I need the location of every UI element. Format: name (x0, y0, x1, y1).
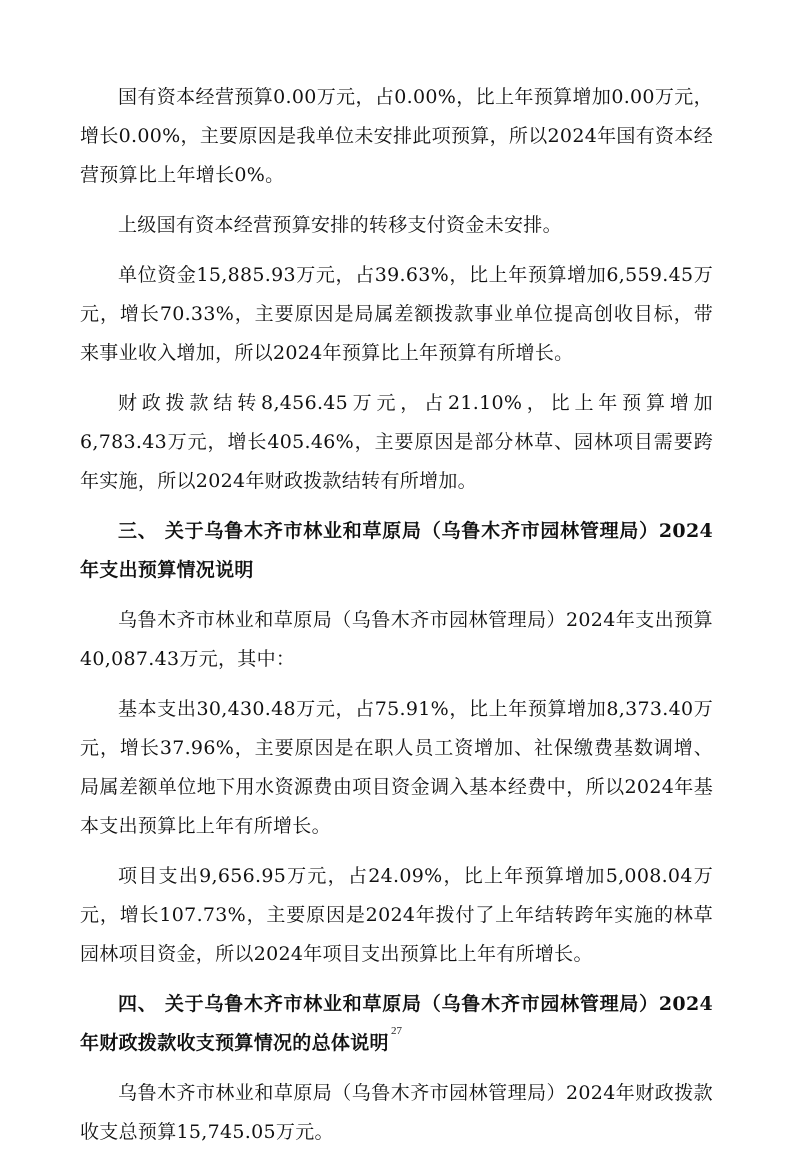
section-heading-three: 三、 关于乌鲁木齐市林业和草原局（乌鲁木齐市园林管理局）2024年支出预算情况说明 (80, 520, 713, 581)
paragraph-basic-expenditure: 基本支出30,430.48万元，占75.91%，比上年预算增加8,373.40万元，增长37.96%，主要原因是在职人员工资增加、社保缴费基数调增、局属差额单位地下用水资源费由项目资金调入基本经费中，所以2024年基本支出预算比上年有所增长。 (80, 698, 713, 837)
paragraph-fiscal-total: 乌鲁木齐市林业和草原局（乌鲁木齐市园林管理局）2024年财政拨款收支总预算15,745.05万元。 (80, 1082, 713, 1143)
paragraph-state-capital-budget: 国有资本经营预算0.00万元，占0.00%，比上年预算增加0.00万元，增长0.00%，主要原因是我单位未安排此项预算，所以2024年国有资本经营预算比上年增长0%。 (80, 86, 713, 186)
section-heading-four: 四、 关于乌鲁木齐市林业和草原局（乌鲁木齐市园林管理局）2024年财政拨款收支预算情况的总体说明 (80, 993, 713, 1054)
document-body (80, 78, 713, 1163)
paragraph-transfer-payment: 上级国有资本经营预算安排的转移支付资金未安排。 (118, 214, 562, 236)
paragraph-expenditure-total: 乌鲁木齐市林业和草原局（乌鲁木齐市园林管理局）2024年支出预算40,087.43万元，其中： (80, 609, 713, 670)
paragraph-fiscal-carryover: 财政拨款结转8,456.45万元，占21.10%，比上年预算增加6,783.43万元，增长405.46%，主要原因是部分林草、园林项目需要跨年实施，所以2024年财政拨款结转有所增加。 (80, 392, 713, 492)
page-number: 27 (391, 1025, 402, 1037)
paragraph-unit-funds: 单位资金15,885.93万元，占39.63%，比上年预算增加6,559.45万元，增长70.33%，主要原因是局属差额拨款事业单位提高创收目标，带来事业收入增加，所以2024年预算比上年预算有所增长。 (80, 264, 713, 364)
paragraph-project-expenditure: 项目支出9,656.95万元，占24.09%，比上年预算增加5,008.04万元，增长107.73%，主要原因是2024年拨付了上年结转跨年实施的林草园林项目资金，所以2024年项目支出预算比上年有所增长。 (80, 865, 713, 965)
